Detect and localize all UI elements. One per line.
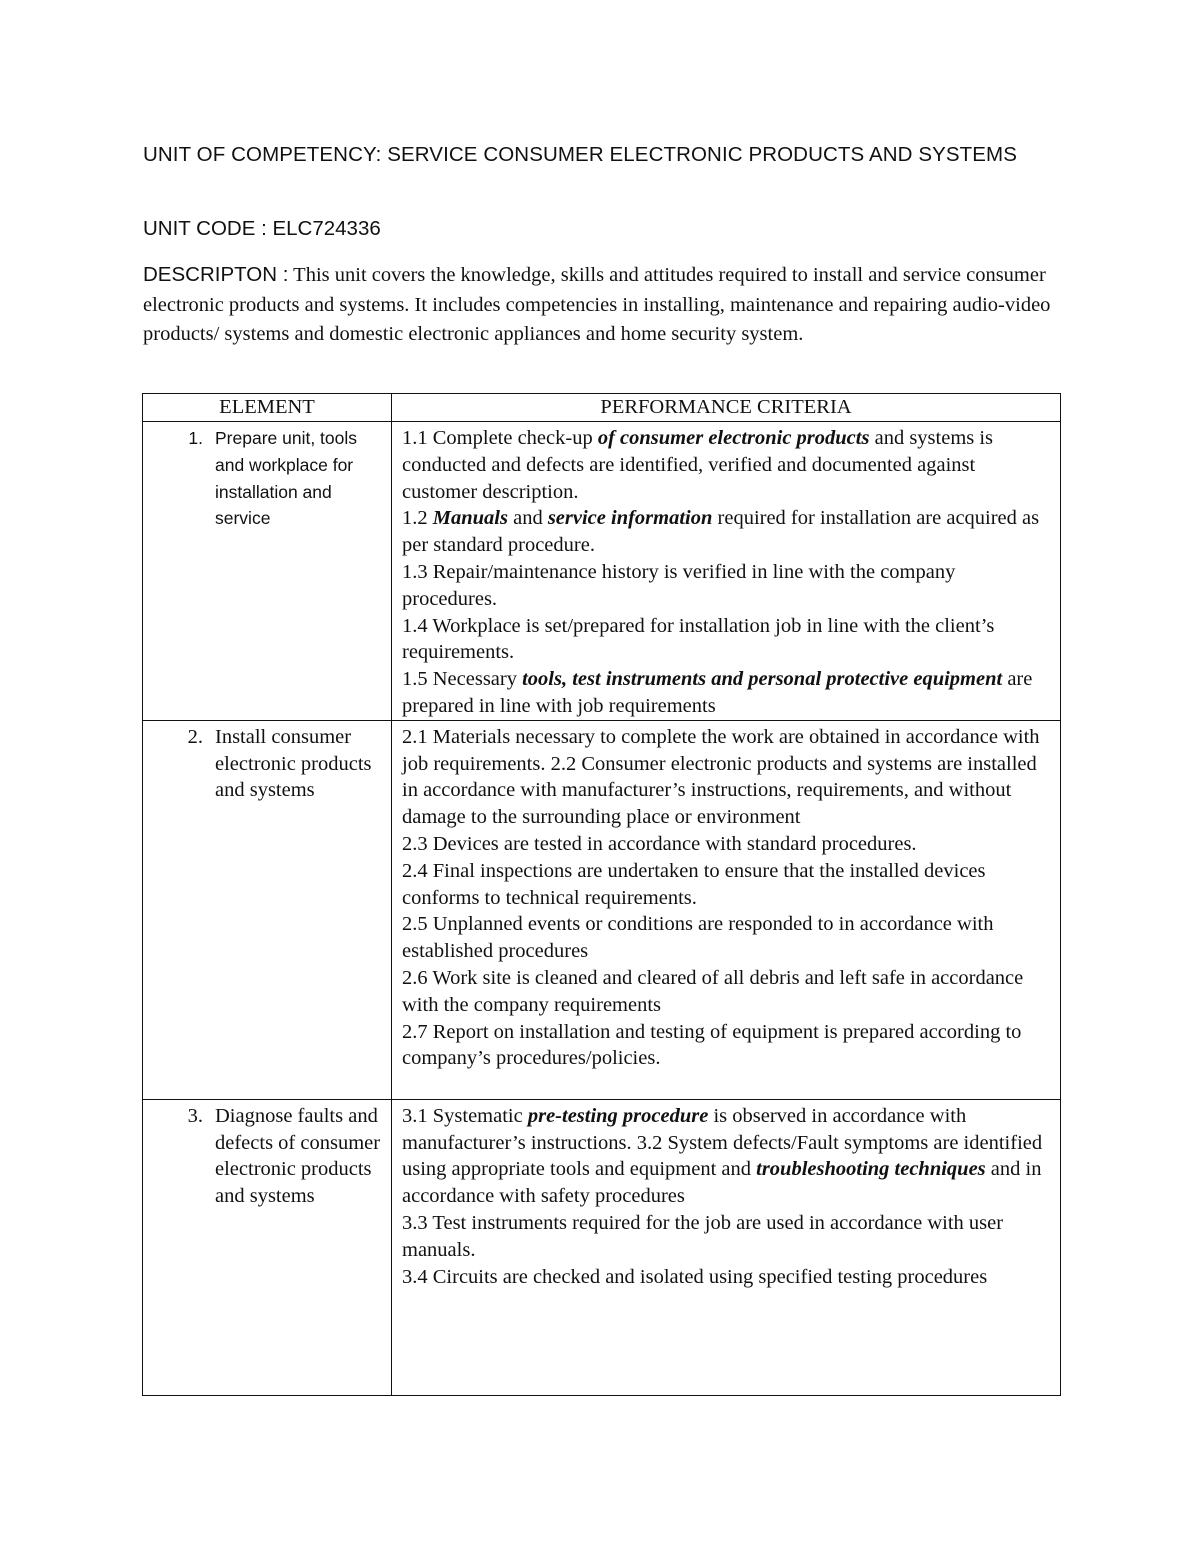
competency-table [142, 393, 1061, 1396]
element-column-header: ELEMENT [143, 394, 392, 422]
criteria-cell [392, 1099, 1061, 1395]
criteria-cell [392, 720, 1061, 1099]
element-text: Diagnose faults and defects of consumer electronic products and systems [215, 1104, 381, 1208]
criterion-1-2: 1.2 Manuals and service information required for installation are acquired as per standard procedure. [402, 507, 1040, 557]
element-number: 1. [188, 428, 203, 448]
description-label: DESCRIPTON : [143, 263, 289, 286]
table-row [143, 1099, 1061, 1395]
criterion-1-5: 1.5 Necessary tools, test instruments and personal protective equipment are prepared in line with job requirements [402, 668, 1033, 717]
element-number: 3. [187, 1104, 203, 1127]
criterion-2-4: 2.4 Final inspections are undertaken to ensure that the installed devices conforms to technical requirements. [402, 859, 986, 909]
criterion-2-7: 2.7 Report on installation and testing of equipment is prepared according to company’s procedures/policies. [402, 1020, 1022, 1070]
table-row [143, 422, 1061, 721]
unit-of-competency-title: UNIT OF COMPETENCY: SERVICE CONSUMER ELECTRONIC PRODUCTS AND SYSTEMS [143, 143, 1017, 166]
element-cell [143, 1099, 392, 1395]
criterion-1-4: 1.4 Workplace is set/prepared for installation job in line with the client’s requirements. [402, 614, 995, 664]
element-cell [143, 720, 392, 1099]
element-text: Prepare unit, tools and workplace for installation and service [215, 428, 358, 529]
unit-code: UNIT CODE : ELC724336 [143, 217, 381, 240]
element-number: 2. [187, 725, 203, 748]
criterion-2-1: 2.1 Materials necessary to complete the work are obtained in accordance with job requirements. 2.2 Consumer electronic products and systems are installed in accordance with manufacturer’s instructions, requirements, and without damage to the surrounding place or environment [402, 725, 1040, 829]
description-paragraph [143, 260, 1073, 350]
criterion-1-1: 1.1 Complete check-up of consumer electronic products and systems is conducted and defects are identified, verified and documented against customer description. [402, 427, 994, 503]
criterion-2-3: 2.3 Devices are tested in accordance with standard procedures. [402, 832, 917, 855]
criterion-2-5: 2.5 Unplanned events or conditions are responded to in accordance with established procedures [402, 913, 994, 963]
criterion-2-6: 2.6 Work site is cleaned and cleared of all debris and left safe in accordance with the company requirements [402, 966, 1024, 1016]
criterion-3-4: 3.4 Circuits are checked and isolated using specified testing procedures [402, 1265, 988, 1288]
criterion-3-1: 3.1 Systematic pre-testing procedure is observed in accordance with manufacturer’s instructions. 3.2 System defects/Fault symptoms are identified using appropriate tools and equipment and troubleshooting techniques and in accordance with safety procedures [402, 1104, 1043, 1208]
criteria-cell [392, 422, 1061, 721]
criterion-1-3: 1.3 Repair/maintenance history is verified in line with the company procedures. [402, 560, 956, 610]
criteria-column-header: PERFORMANCE CRITERIA [392, 394, 1061, 422]
description-text: This unit covers the knowledge, skills and attitudes required to install and service consumer electronic products and systems. It includes competencies in installing, maintenance and repairing audio-video products/ systems and domestic electronic appliances and home security system. [143, 264, 1051, 345]
criterion-3-3: 3.3 Test instruments required for the job are used in accordance with user manuals. [402, 1211, 1004, 1261]
element-cell [143, 422, 392, 721]
table-header-row [143, 394, 1061, 422]
table-row [143, 720, 1061, 1099]
element-text: Install consumer electronic products and systems [215, 725, 372, 802]
